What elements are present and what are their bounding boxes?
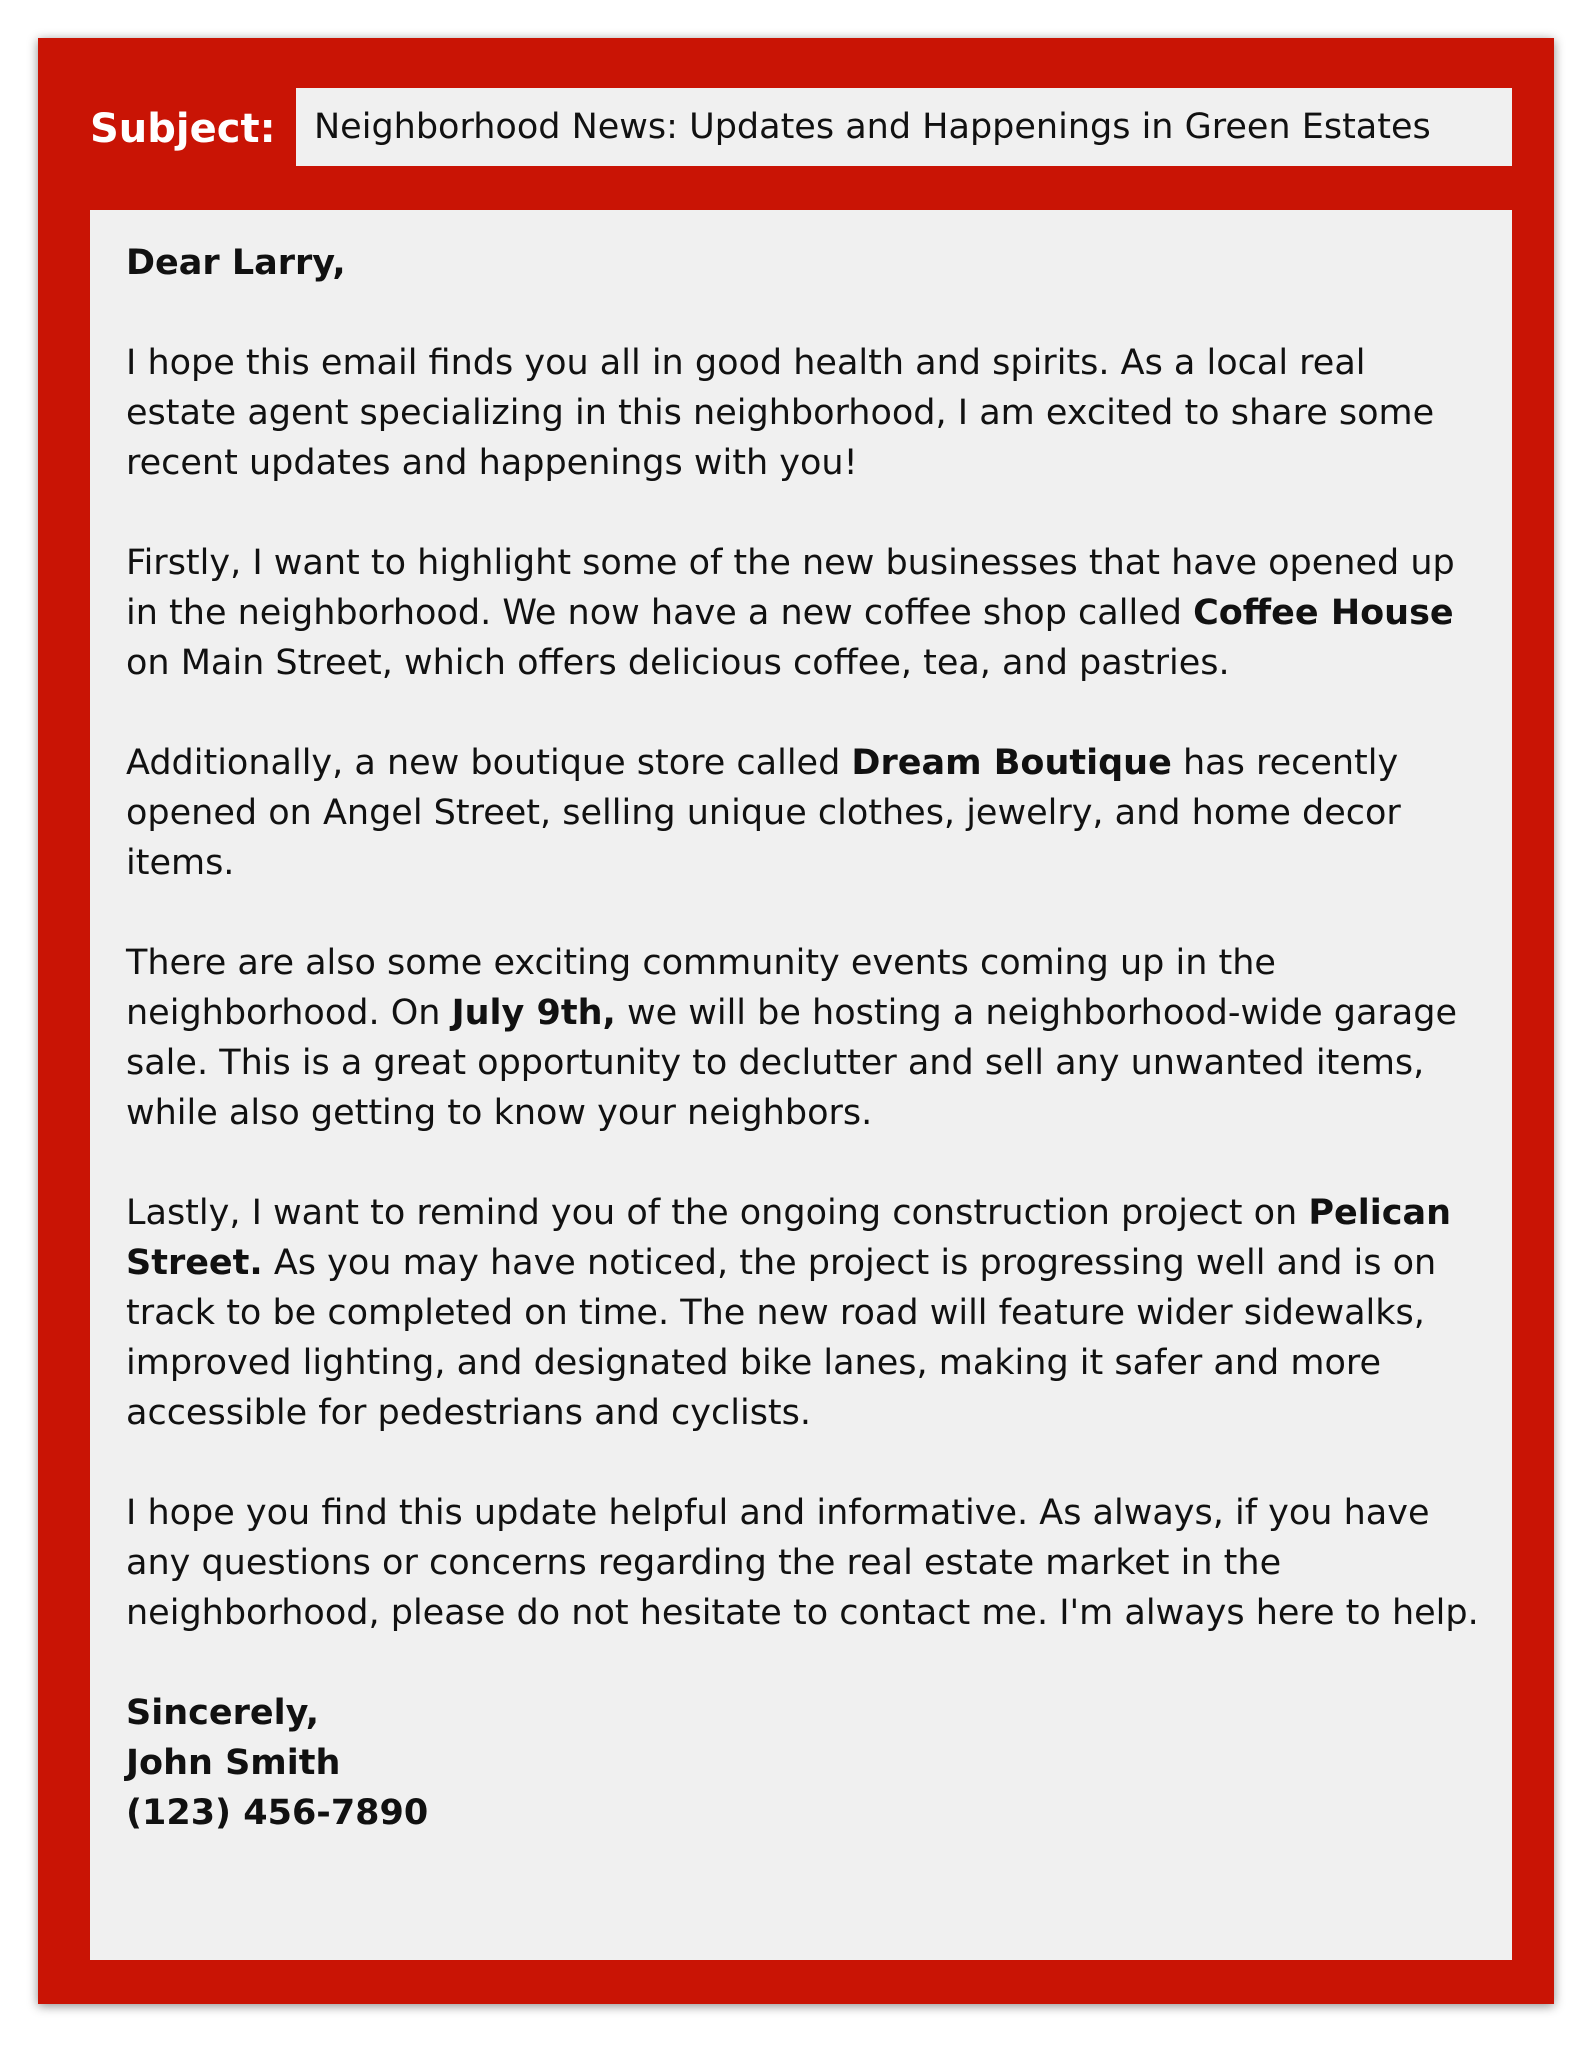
email-frame bbox=[38, 38, 1554, 2004]
subject-label: Subject: bbox=[90, 106, 276, 152]
business-name-dream-boutique: Dream Boutique bbox=[851, 743, 1172, 783]
closing-salutation: Sincerely, bbox=[126, 1693, 319, 1733]
paragraph-events: There are also some exciting community events coming up in the neighborhood. On July 9th, we will be hosting a neighborhood-wide garage sale. This is a great opportunity to declutter and sell any unwanted items, while also getting to know your neighbors. bbox=[126, 943, 1457, 1133]
paragraph-boutique: Additionally, a new boutique store called Dream Boutique has recently opened on Angel Street, selling unique clothes, jewelry, and home decor items. bbox=[126, 743, 1401, 883]
paragraph-closing: I hope you find this update helpful and informative. As always, if you have any questions or concerns regarding the real estate market in the neighborhood, please do not hesitate to contact me. I'm always here to help. bbox=[126, 1493, 1479, 1633]
signature-block bbox=[126, 1688, 1482, 1838]
paragraph-intro: I hope this email finds you all in good health and spirits. As a local real estate agent specializing in this neighborhood, I am excited to share some recent updates and happenings with you! bbox=[126, 343, 1435, 483]
sender-name: John Smith bbox=[126, 1743, 341, 1783]
paragraph-businesses: Firstly, I want to highlight some of the new businesses that have opened up in the neighborhood. We now have a new coffee shop called Coffee House on Main Street, which offers delicious coffee, tea, and pastries. bbox=[126, 543, 1455, 683]
sender-phone: (123) 456-7890 bbox=[126, 1793, 429, 1833]
event-date: July 9th, bbox=[451, 993, 616, 1033]
street-name-pelican: Pelican Street. bbox=[126, 1193, 1452, 1283]
greeting: Dear Larry, bbox=[126, 243, 346, 283]
email-body bbox=[90, 210, 1512, 1960]
business-name-coffee-house: Coffee House bbox=[1193, 593, 1454, 633]
paragraph-construction: Lastly, I want to remind you of the ongoing construction project on Pelican Street. As you may have noticed, the project is progressing well and is on track to be completed on time. The new road will feature wider sidewalks, improved lighting, and designated bike lanes, making it safer and more accessible for pedestrians and cyclists. bbox=[126, 1193, 1452, 1433]
subject-field[interactable]: Neighborhood News: Updates and Happenings in Green Estates bbox=[296, 88, 1512, 166]
